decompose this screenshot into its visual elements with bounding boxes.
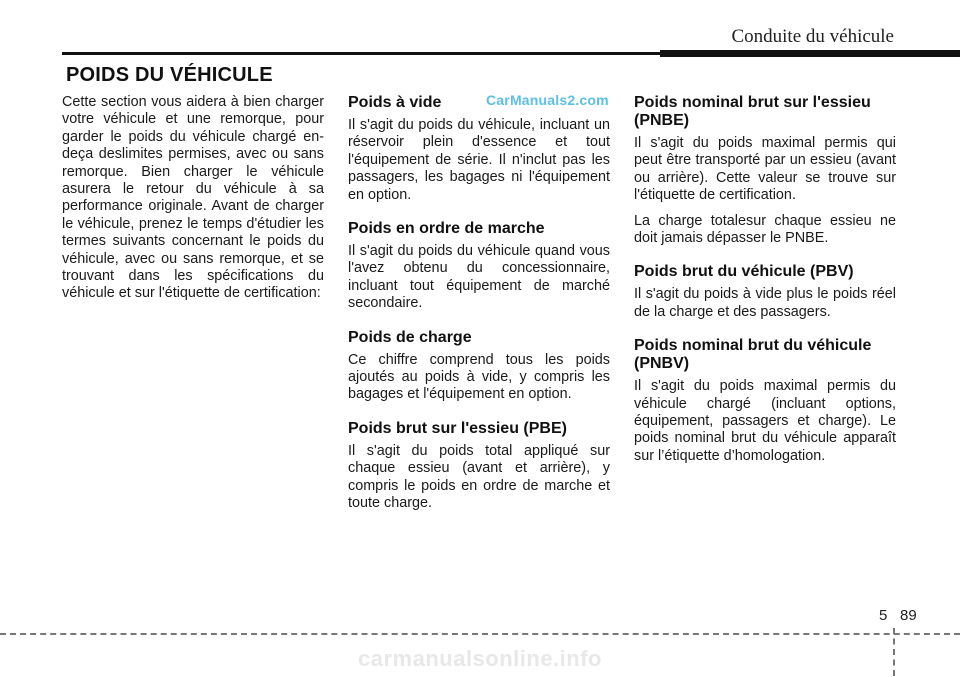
paragraph-pnbv: Il s'agit du poids maximal permis du véhicule chargé (incluant options, équipement, passagers et charge). Le poids nominal brut du véhicule apparaît sur l’étiquette d’homologation. bbox=[634, 378, 896, 464]
column-2 bbox=[348, 94, 610, 521]
heading-poids-ordre-marche: Poids en ordre de marche bbox=[348, 220, 545, 238]
running-header-title: Conduite du véhicule bbox=[731, 26, 894, 47]
intro-paragraph: Cette section vous aidera à bien charger votre véhicule et une remorque, pour garder le poids du véhicule chargé en-deça deslimites permises, avec ou sans remorque. Bien charger le véhicule asurera le retour du véhicule à sa performance originale. Avant de charger le véhicule, prenez le temps d'étudier les termes suivants concernant le poids du véhicule, avec ou sans remorque, et se trouvant dans les spécifications du véhicule et sur l'étiquette de certification: bbox=[62, 94, 324, 302]
heading-pnbv: Poids nominal brut du véhicule (PNBV) bbox=[634, 337, 872, 373]
chapter-number: 5 bbox=[879, 607, 888, 624]
footer-rule bbox=[0, 633, 960, 635]
heading-pnbe: Poids nominal brut sur l'essieu (PNBE) bbox=[634, 94, 871, 129]
column-3 bbox=[634, 94, 896, 473]
section-title: POIDS DU VÉHICULE bbox=[66, 64, 273, 86]
paragraph-poids-charge: Ce chiffre comprend tous les poids ajoutés au poids à vide, y compris les bagages et l'équipement en option. bbox=[348, 351, 610, 403]
paragraph-pbe: Il s'agit du poids total appliqué sur chaque essieu (avant et arrière), y compris le poids en ordre de marche et toute charge. bbox=[348, 442, 610, 512]
paragraph-pnbe: Il s'agit du poids maximal permis qui peut être transporté par un essieu (avant ou arrière). Cette valeur se trouve sur l'étiquette de certification. bbox=[634, 135, 896, 204]
header-rule-accent bbox=[660, 50, 960, 57]
paragraph-pbv: Il s'agit du poids à vide plus le poids réel de la charge et des passagers. bbox=[634, 286, 896, 320]
page-number: 89 bbox=[900, 607, 917, 624]
heading-pbe: Poids brut sur l'essieu (PBE) bbox=[348, 419, 567, 437]
heading-poids-a-vide: Poids à vide bbox=[348, 94, 442, 111]
paragraph-pnbe-note: La charge totalesur chaque essieu ne doit jamais dépasser le PNBE. bbox=[634, 212, 896, 247]
heading-pbv: Poids brut du véhicule (PBV) bbox=[634, 263, 854, 281]
heading-poids-charge: Poids de charge bbox=[348, 328, 472, 346]
watermark-link[interactable]: CarManuals2.com bbox=[486, 92, 609, 108]
paragraph-poids-a-vide: Il s'agit du poids du véhicule, incluant un réservoir plein d'essence et tout l'équipement de série. Il n'inclut pas les passagers, les bagages ni l'équipement en option. bbox=[348, 117, 610, 203]
column-1 bbox=[62, 94, 324, 311]
paragraph-poids-ordre-marche: Il s'agit du poids du véhicule quand vous l'avez obtenu du concessionnaire, incluant tout équipement de marché secondaire. bbox=[348, 243, 610, 312]
footer-watermark: carmanualsonline.info bbox=[358, 646, 602, 671]
